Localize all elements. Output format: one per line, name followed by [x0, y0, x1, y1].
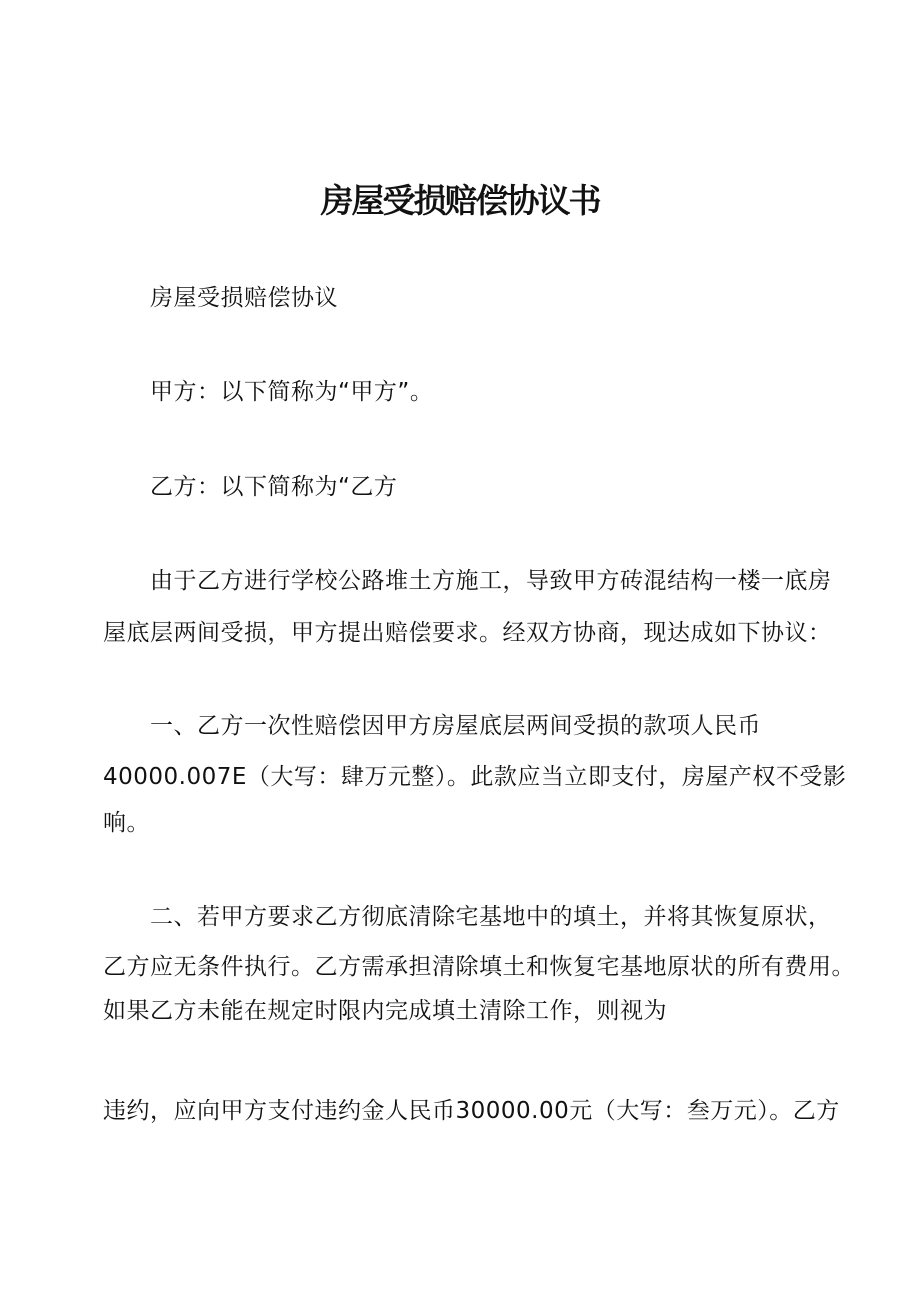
clause-2-line-2: 乙方应无条件执行。乙方需承担清除填土和恢复宅基地原状的所有费用。: [103, 954, 855, 980]
party-a-line: 甲方：以下简称为“甲方”。: [150, 379, 434, 405]
document-title: 房屋受损赔偿协议书: [320, 181, 600, 220]
clause-1-line-3: 响。: [103, 810, 150, 836]
intro-line-1: 由于乙方进行学校公路堆土方施工，导致甲方砖混结构一楼一底房: [150, 568, 832, 594]
party-b-line: 乙方：以下简称为“乙方: [150, 474, 398, 500]
clause-1-line-1: 一、乙方一次性赔偿因甲方房屋底层两间受损的款项人民币: [150, 713, 761, 739]
document-subtitle: 房屋受损赔偿协议: [150, 285, 338, 311]
continuation-line: 违约，应向甲方支付违约金人民币30000.00元（大写：叁万元）。乙方: [103, 1098, 840, 1124]
clause-1-line-2: 40000.007E（大写：肆万元整）。此款应当立即支付，房屋产权不受影: [103, 764, 847, 790]
intro-line-2: 屋底层两间受损，甲方提出赔偿要求。经双方协商，现达成如下协议：: [103, 620, 832, 646]
clause-2-line-3: 如果乙方未能在规定时限内完成填土清除工作，则视为: [103, 998, 667, 1024]
clause-2-line-1: 二、若甲方要求乙方彻底清除宅基地中的填土，并将其恢复原状，: [150, 904, 832, 930]
